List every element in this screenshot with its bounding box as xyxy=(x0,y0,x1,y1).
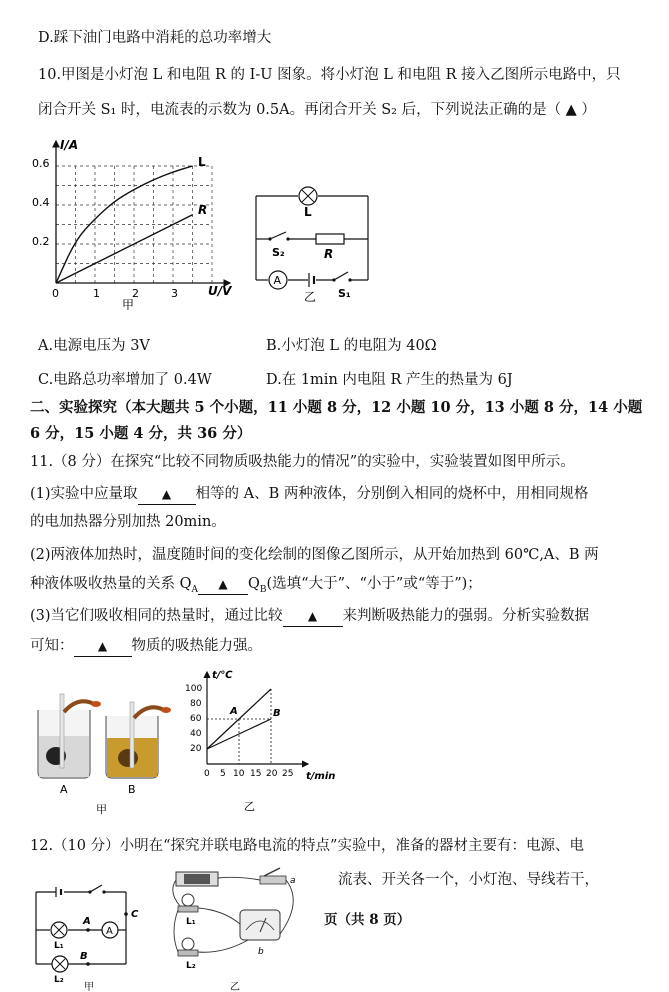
iu-xtick-1: 1 xyxy=(93,287,100,300)
q11-p3-line1: (3)当它们吸收相同的热量时，通过比较 ▲ 来判断吸热能力的强弱。分析实验数据 xyxy=(30,606,589,627)
q10-stem-line1: 10.甲图是小灯泡 L 和电阻 R 的 I-U 图象。将小灯泡 L 和电阻 R 接入乙图所示电路中，只 xyxy=(38,67,621,83)
bulb-l1-icon xyxy=(178,894,198,912)
q12-point-A: A xyxy=(83,916,91,927)
q12-apparatus-figure xyxy=(168,862,318,992)
apparatus-label-L2: L₂ xyxy=(186,961,196,971)
q11-beakers-figure xyxy=(30,690,180,815)
iu-label-R: R xyxy=(198,203,208,217)
svg-text:A: A xyxy=(273,274,282,287)
q9-option-d: D.踩下油门电路中消耗的总功率增大 xyxy=(38,30,272,46)
beaker-a-label: A xyxy=(60,783,68,796)
q12-circuit xyxy=(30,880,140,992)
apparatus-caption: 乙 xyxy=(230,982,240,992)
section2-heading-line1: 二、实验探究（本大题共 5 个小题，11 小题 8 分，12 小题 10 分，13 小题 8 分，14 小题 xyxy=(30,399,643,416)
q12-stem-line1: 12.（10 分）小明在“探究并联电路电流的特点”实验中，准备的器材主要有：电源、电 xyxy=(30,838,584,854)
q12-point-B: B xyxy=(80,951,88,962)
ammeter-icon xyxy=(102,922,118,938)
apparatus-label-b: b xyxy=(258,947,264,957)
q10-option-b: B.小灯泡 L 的电阻为 40Ω xyxy=(266,338,437,354)
beaker-b-icon xyxy=(106,702,171,778)
q10-iu-graph xyxy=(30,135,245,310)
iu-grid xyxy=(56,166,212,283)
lamp-l1-icon xyxy=(51,922,67,938)
q11-blank-3: ▲ xyxy=(283,606,343,627)
q12-stem-line2: 流表、开关各一个，小灯泡、导线若干， xyxy=(338,872,599,888)
tt-ytick-40: 40 xyxy=(190,729,202,739)
q10-circuit xyxy=(248,182,378,302)
q12-point-C: C xyxy=(131,909,139,920)
lamp-icon xyxy=(299,187,317,205)
circuit-label-R: R xyxy=(324,247,334,261)
tt-ytick-20: 20 xyxy=(190,744,202,754)
apparatus-label-L1: L₁ xyxy=(186,917,196,927)
tt-ytick-60: 60 xyxy=(190,714,202,724)
tt-xtick-20: 20 xyxy=(266,769,278,779)
q10-option-a: A.电源电压为 3V xyxy=(38,338,150,354)
q11-p1-line2: 的电加热器分别加热 20min。 xyxy=(30,514,226,530)
iu-label-L: L xyxy=(198,155,206,169)
q11-p3-line2: 可知： ▲ 物质的吸热能力强。 xyxy=(30,636,262,657)
q11-blank-4: ▲ xyxy=(74,636,132,657)
switch-icon xyxy=(260,868,286,884)
q11-blank-1: ▲ xyxy=(138,484,196,505)
ammeter-device-icon xyxy=(240,910,280,940)
tt-caption: 乙 xyxy=(244,800,255,813)
circuit-label-S1: S₁ xyxy=(338,287,351,300)
beaker-a-icon xyxy=(38,694,101,778)
tt-label-B: B xyxy=(273,708,281,719)
tt-xtick-10: 10 xyxy=(233,769,245,779)
q12-circuit-caption: 甲 xyxy=(84,982,94,992)
q11-p2-line1: (2)两液体加热时，温度随时间的变化绘制的图像乙图所示，从开始加热到 60℃,A、B 两 xyxy=(30,547,599,563)
tt-xlabel: t/min xyxy=(306,771,336,782)
iu-ylabel: I/A xyxy=(60,138,79,152)
tt-xtick-5: 5 xyxy=(220,769,226,779)
tt-ylabel: t/℃ xyxy=(212,670,233,681)
tt-xtick-15: 15 xyxy=(250,769,262,779)
battery-box-icon xyxy=(176,872,218,886)
iu-caption: 甲 xyxy=(122,298,135,310)
iu-ytick-06: 0.6 xyxy=(32,157,50,170)
section2-heading-line2: 6 分，15 小题 4 分，共 36 分） xyxy=(30,425,252,442)
q10-option-c: C.电路总功率增加了 0.4W xyxy=(38,372,212,388)
bulb-l2-icon xyxy=(178,938,198,956)
tt-xtick-25: 25 xyxy=(282,769,294,779)
iu-xtick-0: 0 xyxy=(52,287,59,300)
q11-p1-line1: (1)实验中应量取 ▲ 相等的 A、B 两种液体，分别倒入相同的烧杯中，用相同规格 xyxy=(30,484,588,505)
beakers-caption: 甲 xyxy=(96,803,107,815)
circuit-label-L: L xyxy=(304,205,312,219)
q11-stem: 11.（8 分）在探究“比较不同物质吸热能力的情况”的实验中，实验装置如图甲所示。 xyxy=(30,454,575,470)
ammeter-icon xyxy=(269,271,287,289)
tt-xtick-0: 0 xyxy=(204,769,210,779)
q11-temp-graph xyxy=(182,668,342,818)
circuit-caption: 乙 xyxy=(304,290,317,302)
q12-label-L1: L₁ xyxy=(54,941,64,951)
q10-option-d: D.在 1min 内电阻 R 产生的热量为 6J xyxy=(266,372,513,388)
iu-xtick-2: 2 xyxy=(132,287,139,300)
iu-ytick-02: 0.2 xyxy=(32,235,50,248)
q12-label-L2: L₂ xyxy=(54,975,64,985)
beaker-b-label: B xyxy=(128,783,136,796)
q11-p2-line2: 种液体吸收热量的关系 $Q_A$ ▲ $Q_B$(选填“大于”、“小于”或“等于”)； xyxy=(30,576,482,595)
apparatus-label-a: a xyxy=(290,876,296,886)
iu-xtick-3: 3 xyxy=(171,287,178,300)
q10-stem-line2: 闭合开关 S₁ 时，电流表的示数为 0.5A。再闭合开关 S₂ 后，下列说法正确的是（ ▲ ） xyxy=(38,102,596,118)
lamp-l2-icon xyxy=(52,956,68,972)
circuit-label-S2: S₂ xyxy=(272,246,285,259)
tt-ytick-80: 80 xyxy=(190,699,202,709)
tt-label-A: A xyxy=(230,706,238,717)
iu-xlabel: U/V xyxy=(208,284,232,298)
q11-blank-2: ▲ xyxy=(198,574,248,595)
svg-text:A: A xyxy=(106,926,113,937)
page-footer: 页（共 8 页） xyxy=(324,912,411,928)
tt-ytick-100: 100 xyxy=(185,684,203,694)
iu-ytick-04: 0.4 xyxy=(32,196,50,209)
series-line-R xyxy=(56,215,193,283)
